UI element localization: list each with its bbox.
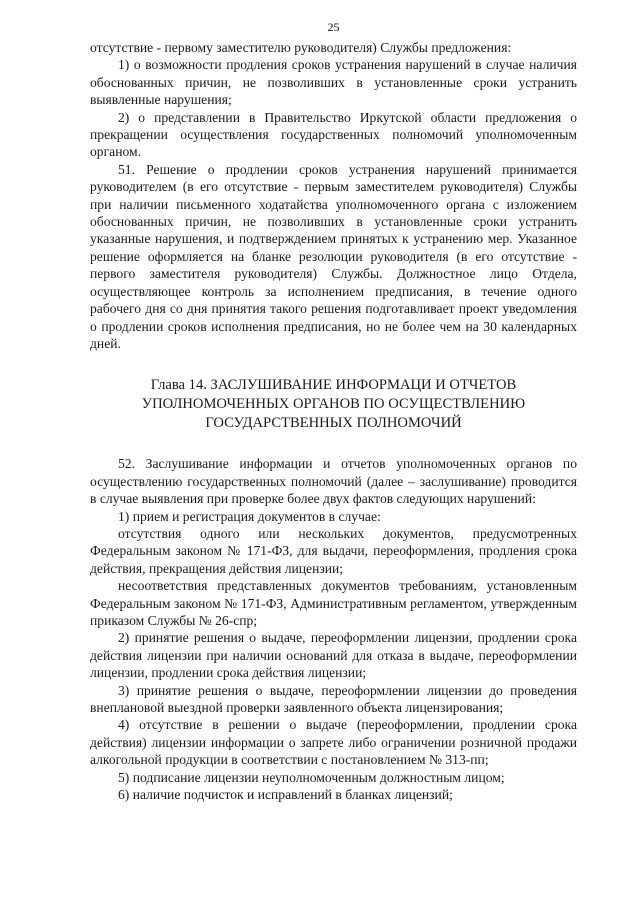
chapter-heading-line-1: Глава 14. ЗАСЛУШИВАНИЕ ИНФОРМАЦИ И ОТЧЕТОВ xyxy=(150,377,517,394)
paragraph-list-item: 2) принятие решения о выдаче, переоформлении лицензии, продлении срока действия лицензии при наличии оснований для отказа в выдаче, переоформлении лицензии, продлении срока действия лицензии; xyxy=(90,630,577,681)
paragraph-item-2: 2) о представлении в Правительство Иркутской области предложения о прекращении осуществления государственных полномочий уполномоченным органом. xyxy=(90,109,577,160)
paragraph-list-item: 3) принятие решения о выдаче, переоформлении лицензии до проведения внеплановой выездной проверки заявленного объекта лицензирования; xyxy=(90,682,577,715)
paragraph-52: 52. Заслушивание информации и отчетов уполномоченных органов по осуществлению государственных полномочий (далее – заслушивание) проводится в случае выявления при проверке более двух фактов следующих нарушений: xyxy=(90,456,577,507)
paragraph-list-item: 1) прием и регистрация документов в случае: xyxy=(118,508,381,524)
paragraph-item-1: 1) о возможности продления сроков устранения нарушений в случае наличия обоснованных причин, не позволивших в установленные сроки устранить выявленные нарушения; xyxy=(90,57,577,108)
chapter-heading xyxy=(90,376,577,433)
paragraph-list-item: отсутствия одного или нескольких документов, предусмотренных Федеральным законом № 171-ФЗ, для выдачи, переоформления, продления срока действия, прекращения действия лицензии; xyxy=(90,525,577,576)
paragraph-51: 51. Решение о продлении сроков устранения нарушений принимается руководителем (в его отсутствие - первым заместителем руководителя) Службы при наличии письменного ходатайства уполномоченного органа с изложением обоснованных причин, не позволивших в установленные сроки устранить указанные нарушения, и подтверждением принятых к устранению мер. Указанное решение оформляется на бланке резолюции руководителя (в его отсутствие - первого заместителя руководителя) Службы. Должностное лицо Отдела, осуществляющее контроль за исполнением предписания, в течение одного рабочего дня со дня принятия такого решения подготавливает проект уведомления о продлении сроков исполнения предписания, но не более чем на 30 календарных дней. xyxy=(90,161,577,351)
paragraph-list-item: 6) наличие подчисток и исправлений в бланках лицензий; xyxy=(118,787,453,803)
paragraph-list-item: несоответствия представленных документов требованиям, установленным Федеральным законом № 171-ФЗ, Административным регламентом, утвержденным приказом Службы № 26-спр; xyxy=(90,578,577,628)
paragraph-list-item: 5) подписание лицензии неуполномоченным должностным лицом; xyxy=(118,769,505,785)
section-after-chapter xyxy=(90,455,577,803)
section-before-chapter xyxy=(90,39,577,352)
chapter-heading-line-3: ГОСУДАРСТВЕННЫХ ПОЛНОМОЧИЙ xyxy=(205,415,462,432)
chapter-heading-line-2: УПОЛНОМОЧЕННЫХ ОРГАНОВ ПО ОСУЩЕСТВЛЕНИЮ xyxy=(141,396,526,413)
paragraph-continuation: отсутствие - первому заместителю руководителя) Службы предложения: xyxy=(90,40,512,55)
paragraph-list-item: 4) отсутствие в решении о выдаче (переоформлении, продлении срока действия) лицензии информации о запрете либо ограничении розничной продажи алкогольной продукции в соответствии с постановлением № 313-пп; xyxy=(90,717,577,768)
page-number: 25 xyxy=(327,20,340,34)
